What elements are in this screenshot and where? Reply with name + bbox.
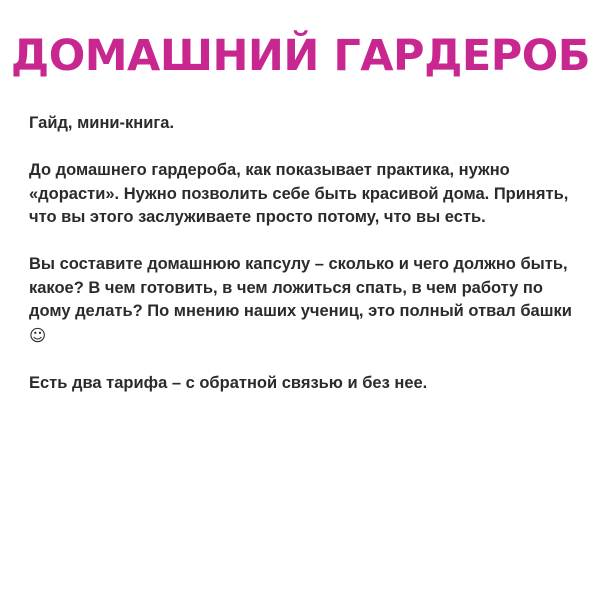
body-text <box>29 112 589 419</box>
page-title: ДОМАШНИЙ ГАРДЕРОБ <box>10 31 591 81</box>
paragraph-capsule <box>29 253 589 348</box>
paragraph-intro: Гайд, мини-книга. <box>29 114 175 132</box>
paragraph-growth: До домашнего гардероба, как показывает практика, нужно «дорасти». Нужно позволить себе быть красивой дома. Принять, что вы этого заслуживаете просто потому, что вы есть. <box>29 161 569 226</box>
paragraph-tariffs: Есть два тарифа – с обратной связью и без нее. <box>29 373 428 392</box>
smiley-icon: ☺ <box>29 325 47 345</box>
paragraph-capsule-text: Вы составите домашнюю капсулу – сколько и чего должно быть, какое? В чем готовить, в чем ложиться спать, в чем работу по дому делать? По мнению наших учениц, это полный отвал башки <box>29 255 572 320</box>
